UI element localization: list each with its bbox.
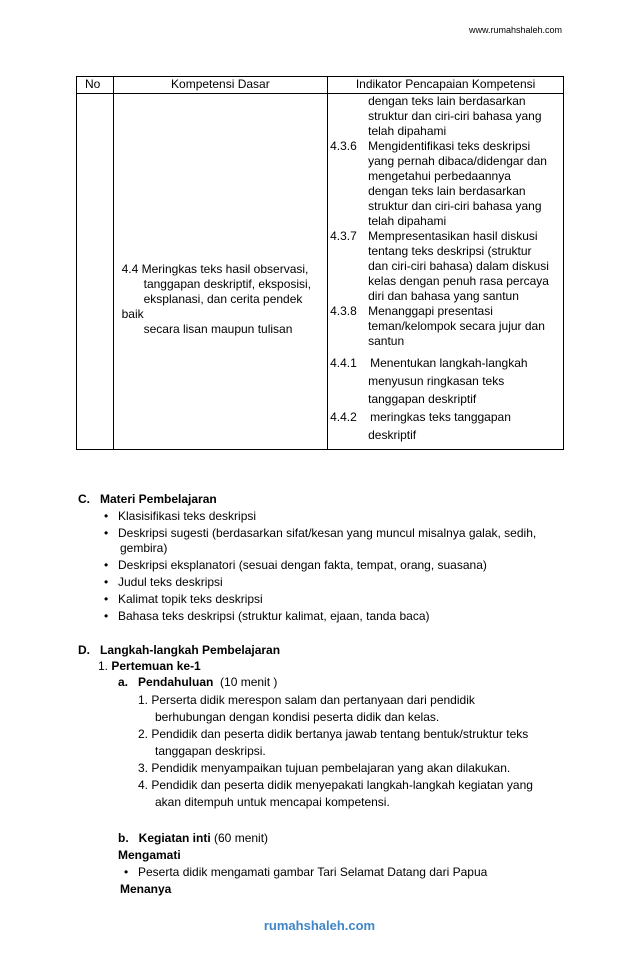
kd-line: baik bbox=[121, 307, 144, 321]
indicator-number: 4.4.2 bbox=[330, 410, 357, 424]
kd-line: secara lisan maupun tulisan bbox=[143, 322, 293, 336]
list-item: • Bahasa teks deskripsi (struktur kalimat, ejaan, tanda baca) bbox=[98, 609, 568, 624]
header-indikator: Indikator Pencapaian Kompetensi bbox=[328, 77, 564, 94]
indicator-line: telah dipahami bbox=[368, 124, 447, 138]
indicator-line: mengetahui perbedaannya bbox=[368, 169, 511, 183]
header-url: www.rumahshaleh.com bbox=[468, 25, 562, 35]
meeting-heading: 1. Pertemuan ke-1 bbox=[98, 659, 201, 673]
section-title: D. Langkah-langkah Pembelajaran bbox=[78, 643, 281, 657]
step-line: 4. Pendidik dan peserta didik menyepakati langkah-langkah kegiatan yang bbox=[138, 778, 533, 792]
indicator-line: Mempresentasikan hasil diskusi bbox=[368, 229, 538, 243]
indicator-line: meringkas teks tanggapan bbox=[370, 410, 511, 424]
indicator-line: struktur dan ciri-ciri bahasa yang bbox=[368, 109, 542, 123]
list-item: • Kalimat topik teks deskripsi bbox=[98, 592, 568, 607]
indicator-line: dan ciri-ciri bahasa) dalam diskusi bbox=[368, 259, 549, 273]
table-row bbox=[77, 94, 564, 450]
step-line: 1. Perserta didik merespon salam dan pertanyaan dari pendidik bbox=[138, 693, 475, 707]
list-item: • Klasisifikasi teks deskripsi bbox=[98, 509, 568, 524]
indicator-line: teman/kelompok secara jujur dan bbox=[368, 319, 545, 333]
indicator-line: deskriptif bbox=[368, 428, 417, 442]
indicator-line: Menentukan langkah-langkah bbox=[370, 356, 528, 370]
indicator-line: dengan teks lain berdasarkan bbox=[368, 184, 526, 198]
part-b-heading: b. Kegiatan inti (60 menit) bbox=[118, 831, 269, 845]
indicator-line: telah dipahami bbox=[368, 214, 447, 228]
step-line: 3. Pendidik menyampaikan tujuan pembelajaran yang akan dilakukan. bbox=[138, 761, 511, 775]
competency-table bbox=[76, 76, 564, 450]
list-item: • Deskripsi sugesti (berdasarkan sifat/kesan yang muncul misalnya galak, sedih, gembira) bbox=[98, 526, 568, 556]
kd-line: eksplanasi, dan cerita pendek bbox=[143, 292, 303, 306]
cell-no bbox=[77, 94, 114, 450]
cell-kompetensi-dasar bbox=[113, 94, 328, 450]
kd-line: 4.4 Meringkas teks hasil observasi, bbox=[121, 262, 309, 276]
indicator-line: yang pernah dibaca/didengar dan bbox=[368, 154, 547, 168]
indicator-line: Menanggapi presentasi bbox=[368, 304, 493, 318]
kd-line: tanggapan deskriptif, eksposisi, bbox=[143, 277, 312, 291]
cell-indikator bbox=[328, 94, 564, 450]
mengamati-heading: Mengamati bbox=[118, 848, 181, 862]
part-a-heading: a. Pendahuluan (10 menit ) bbox=[118, 675, 278, 689]
header-no: No bbox=[77, 77, 114, 94]
section-materi bbox=[78, 492, 568, 624]
step-line: tanggapan deskripsi. bbox=[155, 744, 266, 758]
step-line: 2. Pendidik dan peserta didik bertanya jawab tentang bentuk/struktur teks bbox=[138, 727, 529, 741]
indicator-line: Mengidentifikasi teks deskripsi bbox=[368, 139, 531, 153]
indicator-line: diri dan bahasa yang santun bbox=[368, 289, 519, 303]
menanya-heading: Menanya bbox=[120, 882, 172, 896]
part-a-steps bbox=[138, 692, 568, 811]
indicator-number: 4.3.6 bbox=[330, 139, 357, 153]
list-item: • Deskripsi eksplanatori (sesuai dengan fakta, tempat, orang, suasana) bbox=[98, 558, 568, 573]
indicator-number: 4.3.7 bbox=[330, 229, 357, 243]
indicator-line: kelas dengan penuh rasa percaya bbox=[368, 274, 549, 288]
list-item: • Judul teks deskripsi bbox=[98, 575, 568, 590]
indicator-line: tentang teks deskripsi (struktur bbox=[368, 244, 532, 258]
section-title: C. Materi Pembelajaran bbox=[78, 492, 217, 506]
table-header-row bbox=[77, 77, 564, 94]
indicator-line: tanggapan deskriptif bbox=[368, 392, 477, 406]
list-item: • Peserta didik mengamati gambar Tari Selamat Datang dari Papua bbox=[118, 865, 568, 880]
indicator-number: 4.4.1 bbox=[330, 356, 357, 370]
header-kompetensi-dasar: Kompetensi Dasar bbox=[113, 77, 328, 94]
indicator-number: 4.3.8 bbox=[330, 304, 357, 318]
indicator-line: santun bbox=[368, 334, 405, 348]
footer-url: rumahshaleh.com bbox=[263, 918, 376, 933]
indicator-line: menyusun ringkasan teks bbox=[368, 374, 505, 388]
step-line: akan ditempuh untuk mencapai kompetensi. bbox=[155, 795, 390, 809]
indicator-line: struktur dan ciri-ciri bahasa yang bbox=[368, 199, 542, 213]
section-langkah bbox=[78, 643, 568, 897]
indicator-line: dengan teks lain berdasarkan bbox=[368, 94, 526, 108]
step-line: berhubungan dengan kondisi peserta didik dan kelas. bbox=[155, 710, 440, 724]
